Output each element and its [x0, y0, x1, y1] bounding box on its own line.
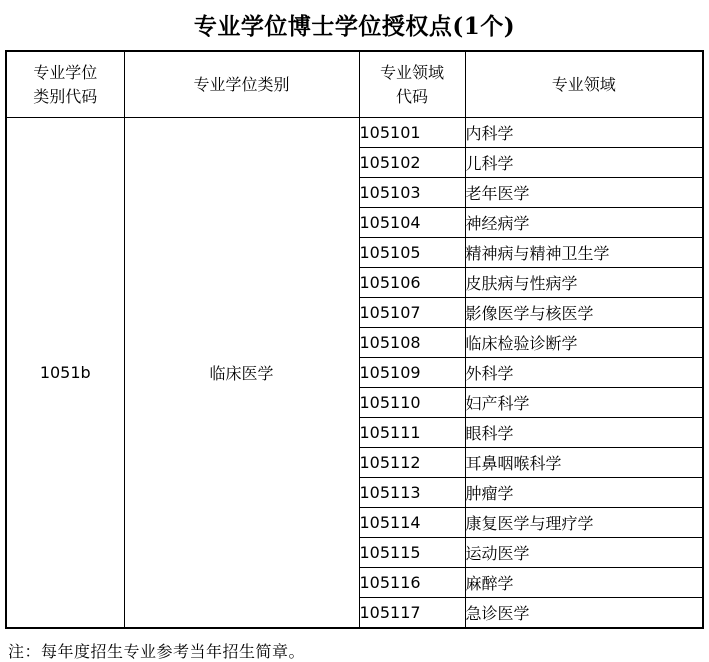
cell-field-code: 105107 — [359, 298, 465, 328]
cell-field-name: 肿瘤学 — [465, 478, 703, 508]
cell-field-name: 急诊医学 — [465, 598, 703, 629]
cell-field-code: 105117 — [359, 598, 465, 629]
cell-category-code: 1051b — [6, 118, 124, 629]
cell-field-code: 105102 — [359, 148, 465, 178]
cell-field-name: 耳鼻咽喉科学 — [465, 448, 703, 478]
cell-field-name: 儿科学 — [465, 148, 703, 178]
table-body — [6, 118, 703, 629]
cell-field-code: 105110 — [359, 388, 465, 418]
cell-field-code: 105115 — [359, 538, 465, 568]
cell-field-name: 临床检验诊断学 — [465, 328, 703, 358]
cell-field-name: 皮肤病与性病学 — [465, 268, 703, 298]
cell-field-code: 105109 — [359, 358, 465, 388]
cell-field-name: 老年医学 — [465, 178, 703, 208]
cell-field-code: 105105 — [359, 238, 465, 268]
cell-field-code: 105103 — [359, 178, 465, 208]
column-header-category-code-line1: 专业学位 — [33, 62, 98, 82]
cell-field-name: 眼科学 — [465, 418, 703, 448]
footnote: 注：每年度招生专业参考当年招生简章。 — [8, 642, 306, 661]
column-header-category-name: 专业学位类别 — [124, 51, 359, 118]
column-header-field-code — [359, 51, 465, 118]
cell-field-code: 105113 — [359, 478, 465, 508]
table-header-row — [6, 51, 703, 118]
cell-field-name: 运动医学 — [465, 538, 703, 568]
cell-field-code: 105116 — [359, 568, 465, 598]
table-header — [6, 51, 703, 118]
cell-field-name: 内科学 — [465, 118, 703, 148]
cell-field-name: 康复医学与理疗学 — [465, 508, 703, 538]
cell-field-name: 麻醉学 — [465, 568, 703, 598]
cell-field-code: 105111 — [359, 418, 465, 448]
degree-authorization-table — [5, 50, 704, 629]
column-header-field-name: 专业领域 — [465, 51, 703, 118]
cell-field-name: 外科学 — [465, 358, 703, 388]
column-header-category-code — [6, 51, 124, 118]
cell-field-name: 精神病与精神卫生学 — [465, 238, 703, 268]
column-header-field-code-line2: 代码 — [395, 86, 428, 106]
cell-field-code: 105101 — [359, 118, 465, 148]
cell-field-code: 105114 — [359, 508, 465, 538]
cell-field-name: 妇产科学 — [465, 388, 703, 418]
cell-field-code: 105104 — [359, 208, 465, 238]
cell-field-name: 神经病学 — [465, 208, 703, 238]
page-title: 专业学位博士学位授权点(1个) — [193, 13, 516, 40]
cell-field-code: 105106 — [359, 268, 465, 298]
cell-field-code: 105112 — [359, 448, 465, 478]
cell-category-name: 临床医学 — [124, 118, 359, 629]
cell-field-name: 影像医学与核医学 — [465, 298, 703, 328]
table-row — [6, 118, 703, 148]
column-header-category-code-line2: 类别代码 — [33, 86, 98, 106]
cell-field-code: 105108 — [359, 328, 465, 358]
column-header-field-code-line1: 专业领域 — [379, 62, 444, 82]
